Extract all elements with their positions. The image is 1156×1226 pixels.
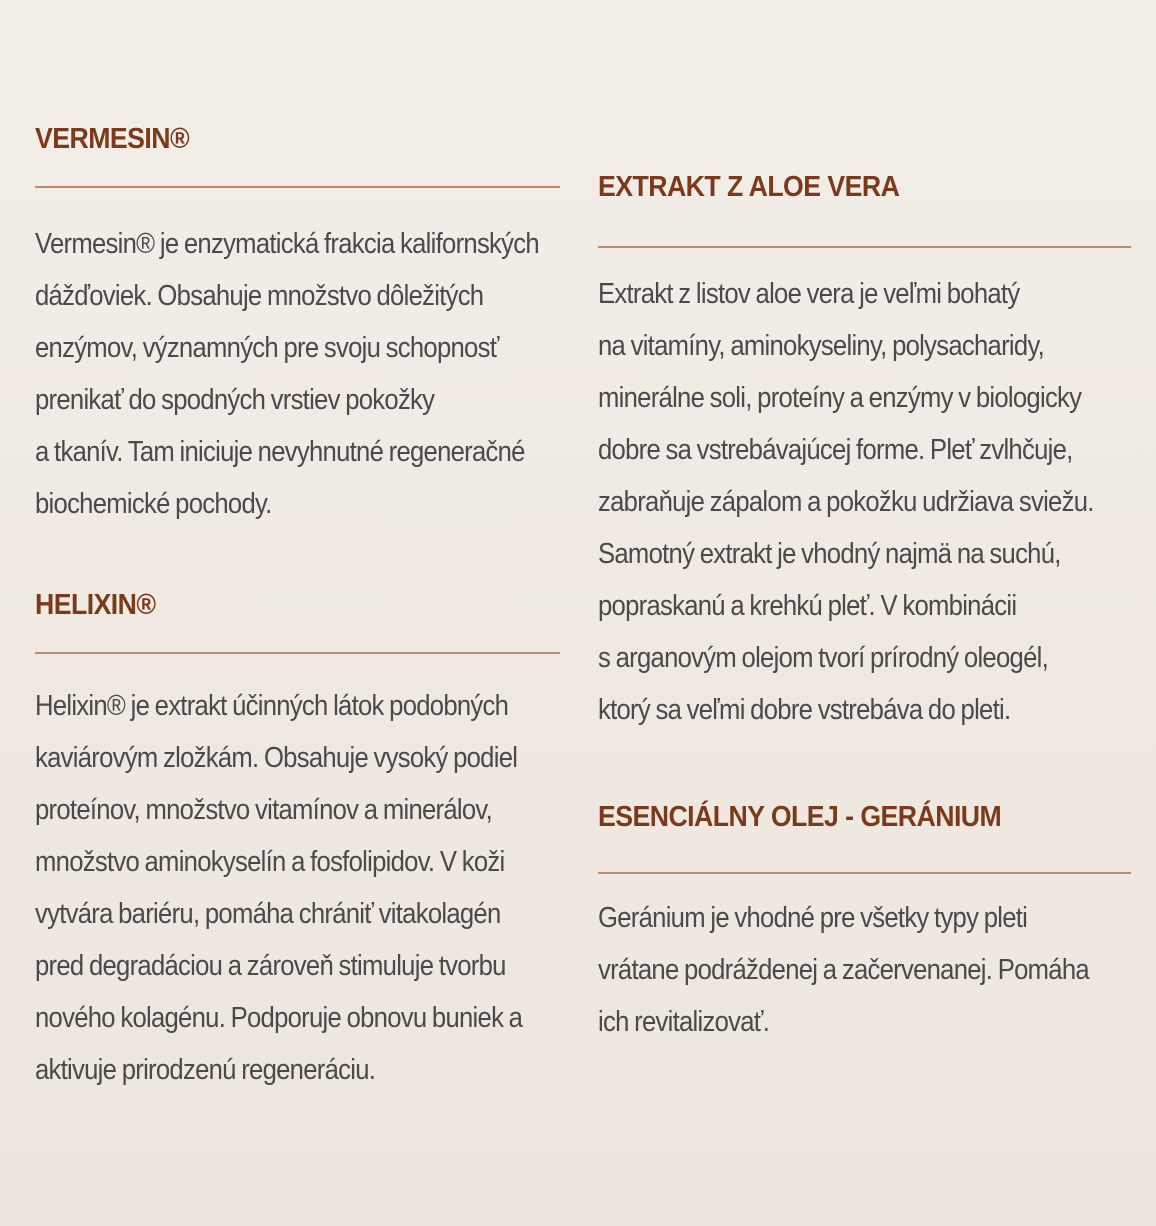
- section-body-helixin: [35, 680, 560, 1096]
- text-line: na vitamíny, aminokyseliny, polysacharidy,: [598, 330, 1045, 362]
- section-vermesin: [35, 122, 560, 530]
- text-line: nového kolagénu. Podporuje obnovu buniek a: [35, 1002, 523, 1034]
- section-divider: [598, 872, 1131, 874]
- text-line: prenikať do spodných vrstiev pokožky: [35, 384, 435, 416]
- text-line: Samotný extrakt je vhodný najmä na suchú,: [598, 538, 1061, 570]
- text-line: a tkanív. Tam iniciuje nevyhnutné regeneračné: [35, 436, 525, 468]
- text-line: Extrakt z listov aloe vera je veľmi bohatý: [598, 278, 1020, 310]
- text-line: ich revitalizovať.: [598, 1006, 770, 1038]
- section-divider: [35, 652, 560, 654]
- text-line: biochemické pochody.: [35, 488, 272, 520]
- text-line: dážďoviek. Obsahuje množstvo dôležitých: [35, 280, 484, 312]
- text-line: popraskanú a krehkú pleť. V kombinácii: [598, 590, 1017, 622]
- text-line: proteínov, množstvo vitamínov a minerálov,: [35, 794, 493, 826]
- text-line: Geránium je vhodné pre všetky typy pleti: [598, 902, 1028, 934]
- text-line: množstvo aminokyselín a fosfolipidov. V koži: [35, 846, 505, 878]
- text-line: dobre sa vstrebávajúcej forme. Pleť zvlhčuje,: [598, 434, 1073, 466]
- text-line: ktorý sa veľmi dobre vstrebáva do pleti.: [598, 694, 1011, 726]
- text-line: zabraňuje zápalom a pokožku udržiava sviežu.: [598, 486, 1094, 518]
- section-aloe-vera: [598, 170, 1131, 736]
- section-helixin: [35, 588, 560, 1096]
- text-line: pred degradáciou a zároveň stimuluje tvorbu: [35, 950, 506, 982]
- section-body-vermesin: [35, 218, 560, 530]
- text-line: s arganovým olejom tvorí prírodný oleogél,: [598, 642, 1048, 674]
- text-line: enzýmov, významných pre svoju schopnosť: [35, 332, 499, 364]
- text-line: minerálne soli, proteíny a enzýmy v biologicky: [598, 382, 1082, 414]
- text-line: Helixin® je extrakt účinných látok podobných: [35, 690, 509, 722]
- text-line: aktivuje prirodzenú regeneráciu.: [35, 1054, 376, 1086]
- section-title-helixin: HELIXIN®: [35, 589, 156, 621]
- text-line: vrátane podráždenej a začervenanej. Pomáha: [598, 954, 1089, 986]
- section-title-vermesin: VERMESIN®: [35, 123, 190, 155]
- section-title-geranium: ESENCIÁLNY OLEJ - GERÁNIUM: [598, 801, 1002, 833]
- section-title-aloe-vera: EXTRAKT Z ALOE VERA: [598, 171, 900, 203]
- section-geranium: [598, 800, 1131, 1048]
- section-body-aloe-vera: [598, 268, 1131, 736]
- section-body-geranium: [598, 892, 1131, 1048]
- text-line: vytvára bariéru, pomáha chrániť vitakolagén: [35, 898, 501, 930]
- section-divider: [35, 186, 560, 188]
- section-divider: [598, 246, 1131, 248]
- text-line: Vermesin® je enzymatická frakcia kalifornských: [35, 228, 539, 260]
- text-line: kaviárovým zložkám. Obsahuje vysoký podiel: [35, 742, 518, 774]
